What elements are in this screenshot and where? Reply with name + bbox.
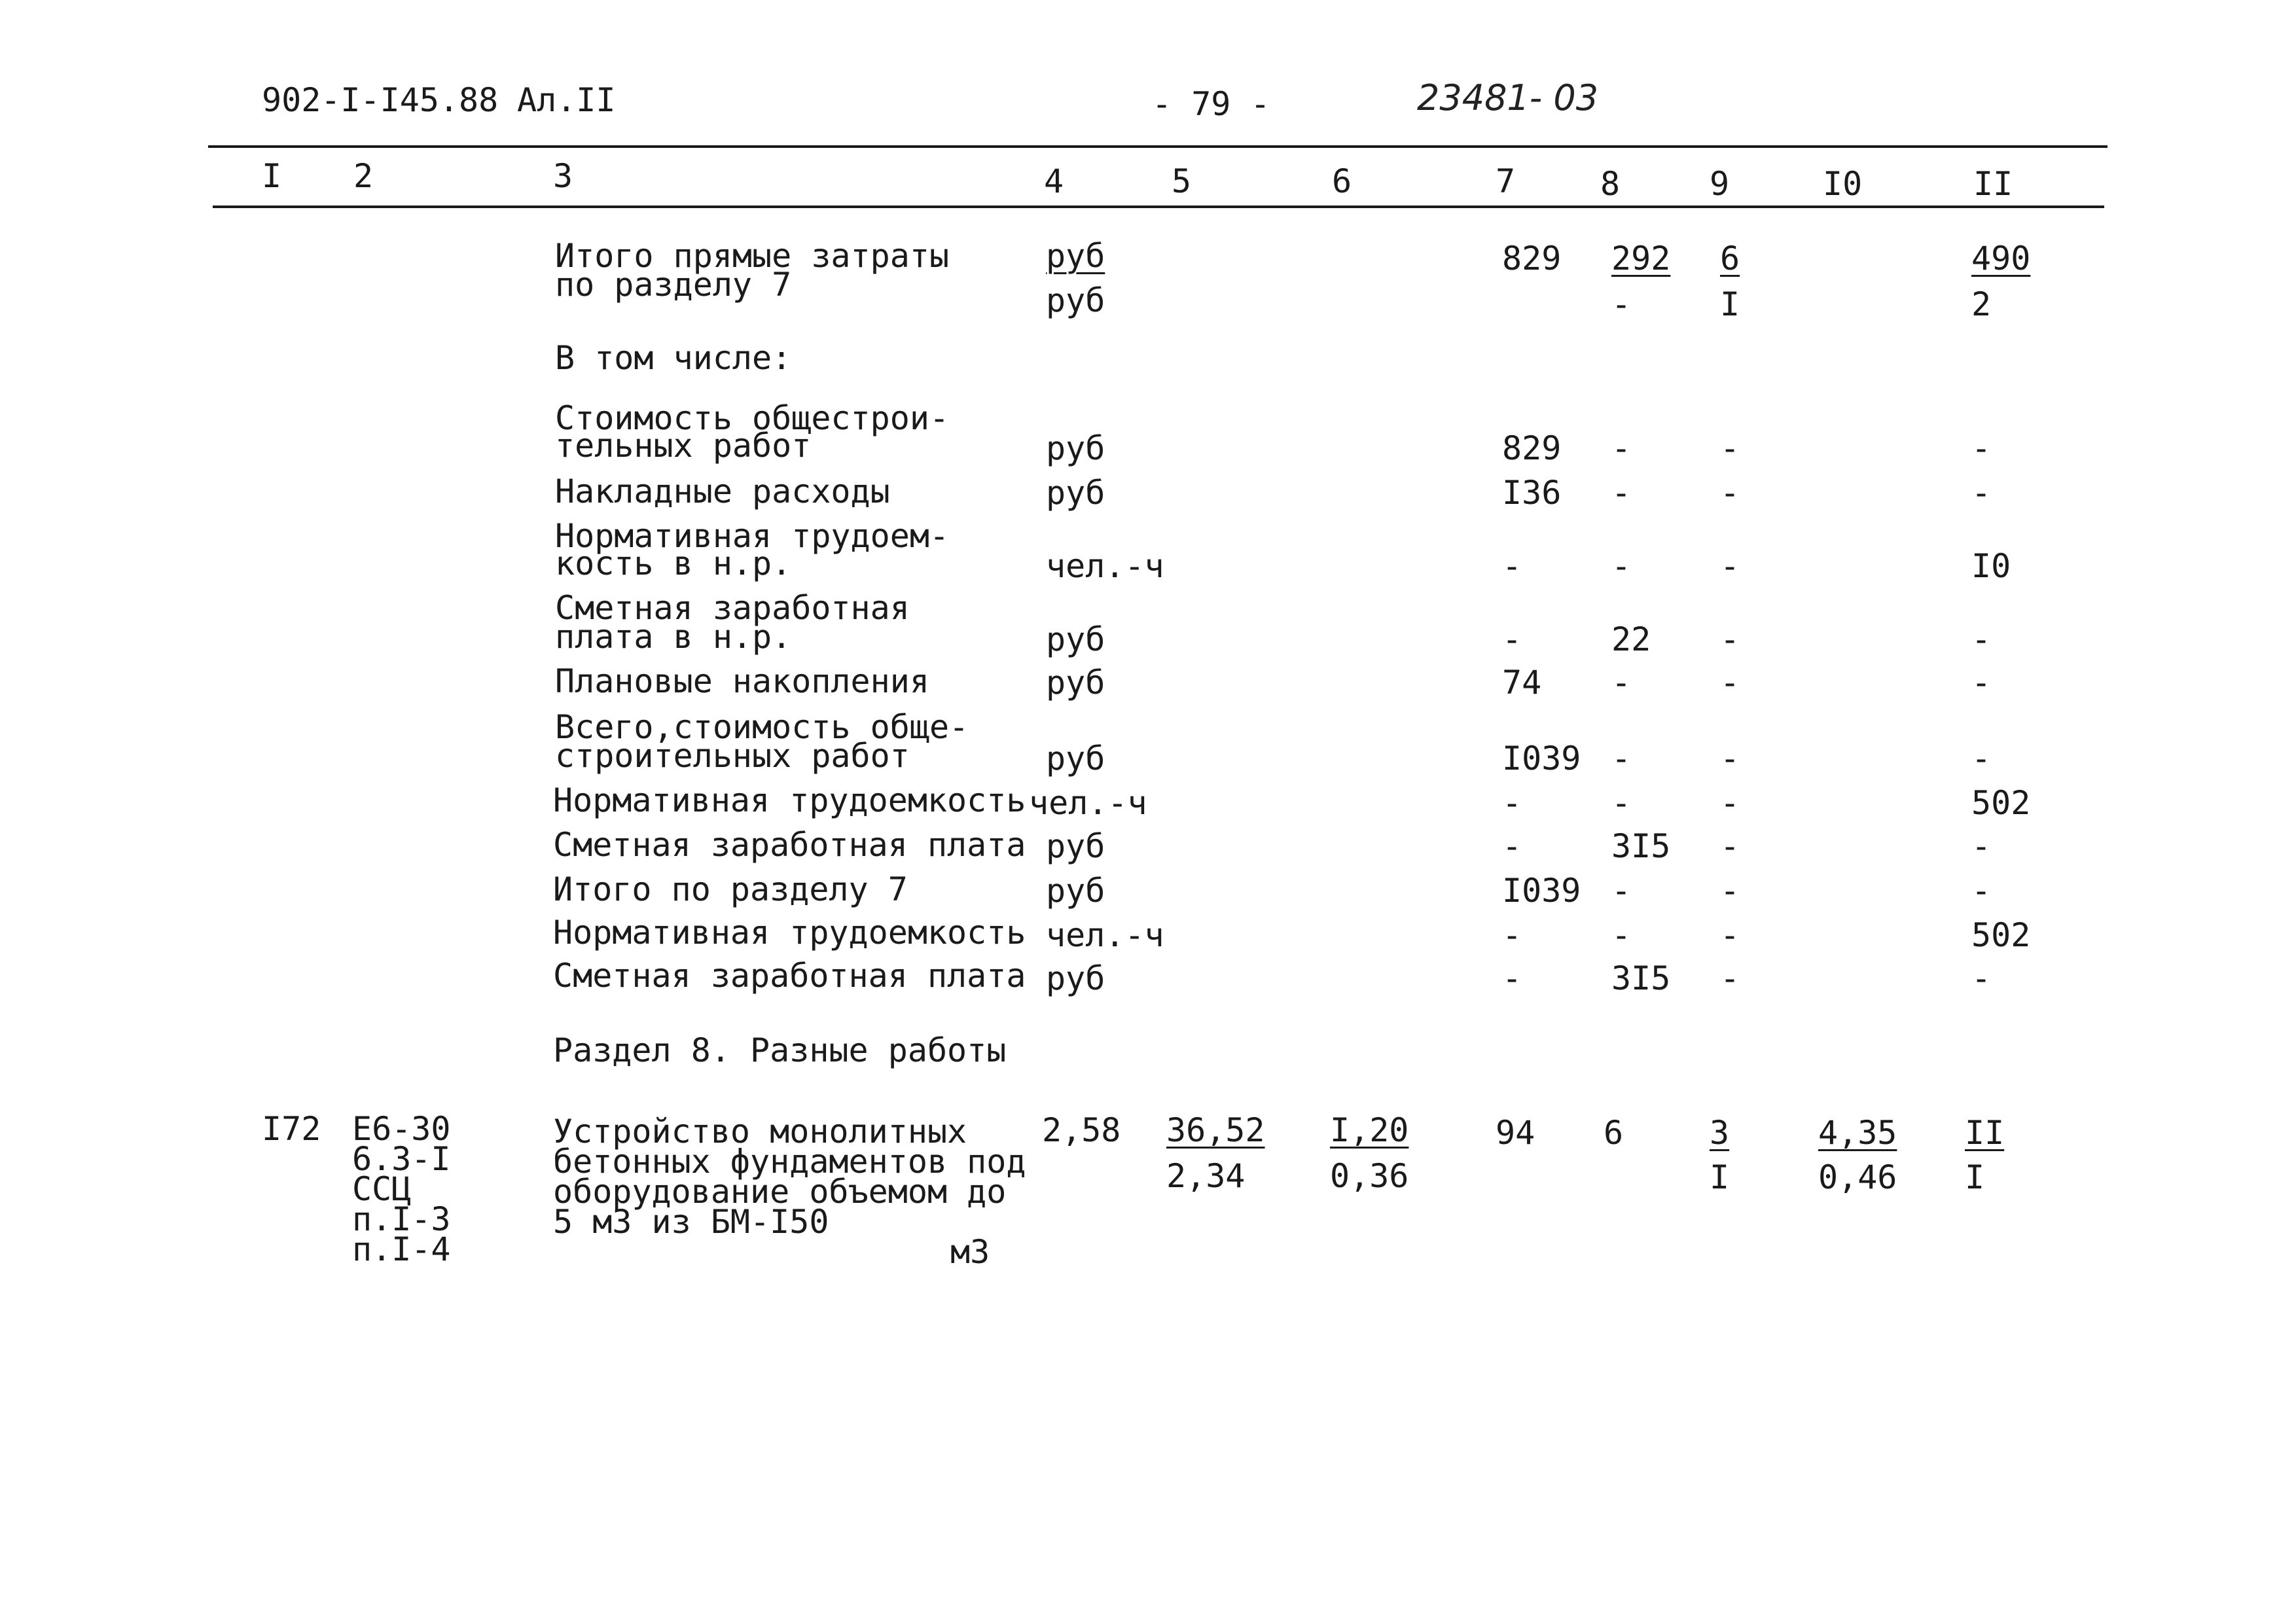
page-number: - 79 - [1152, 85, 1270, 123]
column-number: 8 [1600, 165, 1621, 203]
row-label-line1: Нормативная трудоемкость [553, 914, 1026, 952]
row-col8: 3I5 [1611, 827, 1671, 865]
row-col8: 22 [1611, 620, 1651, 658]
row-col9: - [1720, 827, 1740, 865]
item-code: Е6-30 [352, 1110, 451, 1148]
item-code: п.I-3 [352, 1200, 451, 1238]
section-8-title: Раздел 8. Разные работы [553, 1031, 1007, 1069]
row-col8: - [1611, 474, 1632, 512]
totals-col8-bottom: - [1611, 285, 1632, 323]
item-number: I72 [262, 1110, 321, 1148]
row-unit: чел.-ч [1029, 784, 1147, 822]
row-label-line1: Плановые накопления [555, 662, 929, 700]
row-label-line1: Всего,стоимость обще- [555, 708, 969, 746]
row-col11: 502 [1971, 784, 2031, 822]
item-code: 6.3-I [352, 1140, 451, 1178]
row-label-line1: Итого по разделу 7 [553, 870, 908, 908]
column-number: I [262, 157, 282, 195]
row-col8: - [1611, 784, 1632, 822]
totals-title-line2: по разделу 7 [555, 266, 792, 304]
row-unit: руб [1046, 474, 1105, 512]
row-col11: - [1971, 664, 1992, 702]
row-col7: - [1502, 916, 1522, 954]
row-col11: 502 [1971, 916, 2031, 954]
totals-col9-bottom: I [1720, 285, 1740, 323]
row-col7: I039 [1502, 872, 1581, 910]
totals-col9-top: 6 [1720, 240, 1740, 277]
row-col9: - [1720, 784, 1740, 822]
row-unit: руб [1046, 429, 1105, 467]
row-col8: - [1611, 429, 1632, 467]
item-description-line: оборудование объемом до [553, 1173, 1007, 1211]
totals-col11-bottom: 2 [1971, 285, 1992, 323]
row-col7: 74 [1502, 664, 1542, 702]
row-col9: - [1720, 872, 1740, 910]
row-col9: - [1720, 959, 1740, 997]
row-col11: - [1971, 740, 1992, 777]
row-label-line2: кость в н.р. [555, 544, 792, 582]
column-number: 5 [1172, 162, 1192, 200]
row-col7: 829 [1502, 429, 1562, 467]
row-label-line1: Накладные расходы [555, 473, 890, 510]
row-label-line1: Стоимость общестрои- [555, 399, 950, 437]
top-rule [208, 145, 2108, 148]
totals-title-line1: Итого прямые затраты [555, 237, 950, 275]
totals-unit-bottom: руб [1046, 281, 1105, 319]
column-number: 6 [1332, 162, 1352, 200]
document-code: 902-I-I45.88 [262, 81, 499, 119]
row-col8: 3I5 [1611, 959, 1671, 997]
row-col11: - [1971, 429, 1992, 467]
row-label-line1: Сметная заработная [555, 589, 910, 627]
totals-col8-top: 292 [1611, 240, 1671, 277]
row-col9: - [1720, 547, 1740, 585]
item-col11-top: II [1965, 1114, 2005, 1152]
row-col9: - [1720, 429, 1740, 467]
item-col5-top: 36,52 [1166, 1111, 1265, 1149]
column-number: 3 [553, 157, 573, 195]
column-number: 4 [1044, 162, 1064, 200]
row-unit: чел.-ч [1046, 916, 1164, 954]
row-label-line2: плата в н.р. [555, 618, 792, 656]
row-unit: руб [1046, 827, 1105, 865]
row-col7: - [1502, 959, 1522, 997]
row-label-line2: строительных работ [555, 737, 910, 775]
totals-col7: 829 [1502, 240, 1562, 277]
row-unit: руб [1046, 740, 1105, 777]
column-header-rule [213, 205, 2104, 208]
row-col7: - [1502, 547, 1522, 585]
item-col6-top: I,20 [1330, 1111, 1409, 1149]
item-col7: 94 [1496, 1114, 1535, 1152]
row-col9: - [1720, 620, 1740, 658]
column-number: I0 [1823, 165, 1863, 203]
row-col11: I0 [1971, 547, 2011, 585]
item-unit: м3 [950, 1233, 990, 1271]
item-col10-bottom: 0,46 [1818, 1158, 1897, 1196]
in-that-number-label: В том числе: [555, 339, 792, 377]
row-unit: руб [1046, 620, 1105, 658]
column-number: II [1973, 165, 2013, 203]
row-col8: - [1611, 547, 1632, 585]
row-unit: руб [1046, 872, 1105, 910]
handwritten-number: 23481- 03 [1417, 77, 1599, 118]
row-col11: - [1971, 620, 1992, 658]
item-col8: 6 [1604, 1114, 1624, 1152]
sheet-label: Ал.II [517, 81, 616, 119]
item-description-line: 5 м3 из БМ-I50 [553, 1203, 829, 1241]
row-unit: чел.-ч [1046, 547, 1164, 585]
item-description-line: бетонных фундаментов под [553, 1143, 1026, 1181]
item-col4: 2,58 [1042, 1111, 1121, 1149]
row-label-line1: Нормативная трудоем- [555, 517, 950, 555]
item-col9-bottom: I [1710, 1158, 1730, 1196]
column-number: 2 [353, 157, 374, 195]
column-number: 7 [1496, 162, 1516, 200]
item-description-line: Устройство монолитных [553, 1113, 967, 1150]
row-col8: - [1611, 916, 1632, 954]
row-col9: - [1720, 664, 1740, 702]
item-code: ССЦ [352, 1170, 412, 1208]
row-label-line1: Сметная заработная плата [553, 826, 1026, 864]
row-unit: руб [1046, 664, 1105, 702]
item-code: п.I-4 [352, 1230, 451, 1268]
item-col9-top: 3 [1710, 1114, 1730, 1152]
row-col11: - [1971, 474, 1992, 512]
row-col11: - [1971, 827, 1992, 865]
item-col10-top: 4,35 [1818, 1114, 1897, 1152]
item-col11-bottom: I [1965, 1158, 1985, 1196]
row-unit: руб [1046, 959, 1105, 997]
row-col7: - [1502, 784, 1522, 822]
totals-col11-top: 490 [1971, 240, 2031, 277]
row-col8: - [1611, 872, 1632, 910]
row-label-line1: Сметная заработная плата [553, 957, 1026, 995]
row-col11: - [1971, 959, 1992, 997]
row-col8: - [1611, 740, 1632, 777]
totals-unit-top: руб [1046, 237, 1105, 275]
row-col9: - [1720, 916, 1740, 954]
row-col11: - [1971, 872, 1992, 910]
item-col5-bottom: 2,34 [1166, 1157, 1246, 1195]
column-number: 9 [1710, 165, 1730, 203]
row-label-line1: Нормативная трудоемкость [553, 781, 1026, 819]
row-col7: I36 [1502, 474, 1562, 512]
row-col7: - [1502, 827, 1522, 865]
row-col9: - [1720, 474, 1740, 512]
row-col8: - [1611, 664, 1632, 702]
item-col6-bottom: 0,36 [1330, 1157, 1409, 1195]
row-col7: - [1502, 620, 1522, 658]
row-col7: I039 [1502, 740, 1581, 777]
row-col9: - [1720, 740, 1740, 777]
row-label-line2: тельных работ [555, 427, 812, 465]
